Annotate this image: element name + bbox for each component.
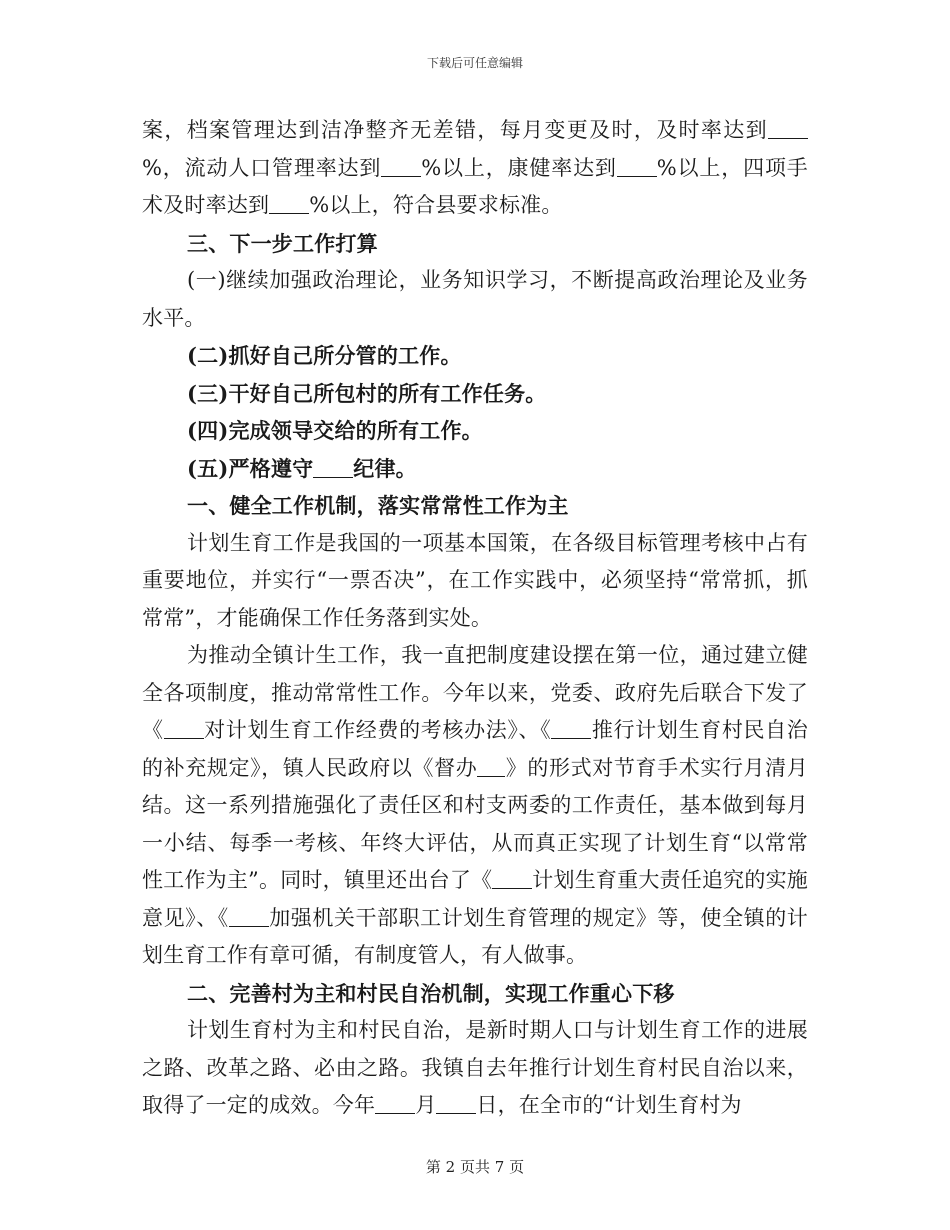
blank-line bbox=[768, 117, 808, 139]
blank-line bbox=[551, 717, 591, 739]
page-header-note: 下载后可任意编辑 bbox=[426, 56, 523, 70]
list-item: (四)完成领导交给的所有工作。 bbox=[187, 418, 483, 443]
section-heading-work-mechanism: 一、健全工作机制，落实常常性工作为主 bbox=[187, 493, 569, 518]
page-number: 第 2 页共 7 页 bbox=[425, 1158, 525, 1176]
blank-line bbox=[477, 755, 505, 777]
paragraph-family-planning-policy: 计划生育工作是我国的一项基本国策，在各级目标管理考核中占有重要地位，并实行“一票否决”，在工作实践中，必须坚持“常常抓，抓常常”，才能确保工作任务落到实处。 bbox=[142, 530, 808, 630]
list-item: (二)抓好自己所分管的工作。 bbox=[187, 343, 462, 368]
blank-line bbox=[375, 1092, 415, 1114]
list-item: (三)干好自己所包村的所有工作任务。 bbox=[187, 380, 547, 406]
blank-line bbox=[617, 155, 657, 177]
blank-line bbox=[269, 192, 309, 214]
blank-line bbox=[381, 155, 421, 177]
section-heading-next-steps: 三、下一步工作打算 bbox=[187, 230, 378, 256]
section-heading-village-autonomy: 二、完善村为主和村民自治机制，实现工作重心下移 bbox=[187, 980, 675, 1006]
blank-line bbox=[436, 1092, 476, 1114]
document-body bbox=[142, 112, 808, 1125]
blank-line bbox=[492, 867, 532, 889]
paragraph-statistics: 案，档案管理达到洁净整齐无差错，每月变更及时，及时率达到%，流动人口管理率达到 %以上，康健率达到 %以上，四项手术及时率达到 %以上，符合县要求标准。 bbox=[142, 118, 808, 217]
blank-line bbox=[229, 905, 269, 927]
list-item: (五)严格遵守 纪律。 bbox=[187, 455, 417, 481]
paragraph-institution-building: 为推动全镇计生工作，我一直把制度建设摆在第一位，通过建立健全各项制度，推动常常性工作。今年以来，党委、政府先后联合下发了《 对计划生育工作经费的考核办法》、《 推行计划生育村民自治的补充规定》，镇人民政府以《督办 》的形式对节育手术实行月清月结。这一系列措施强化了责任区和村支两委的工作责任，基本做到每月一小结、每季一考核、年终大评估，从而真正实现了计划生育“以常常性工作为主”。同时，镇里还出台了《 计划生育重大责任追究的实施意见》、《 加强机关干部职工计划生育管理的规定》等，使全镇的计划生育工作有章可循，有制度管人，有人做事。 bbox=[142, 643, 809, 967]
blank-line bbox=[164, 717, 204, 739]
paragraph-village-autonomy: 计划生育村为主和村民自治，是新时期人口与计划生育工作的进展之路、改革之路、必由之路。我镇自去年推行计划生育村民自治以来，取得了一定的成效。今年 月 日，在全市的“计划生育村为 bbox=[142, 1018, 808, 1117]
blank-line bbox=[313, 456, 353, 478]
list-item: (一)继续加强政治理论，业务知识学习，不断提高政治理论及业务水平。 bbox=[142, 268, 808, 330]
